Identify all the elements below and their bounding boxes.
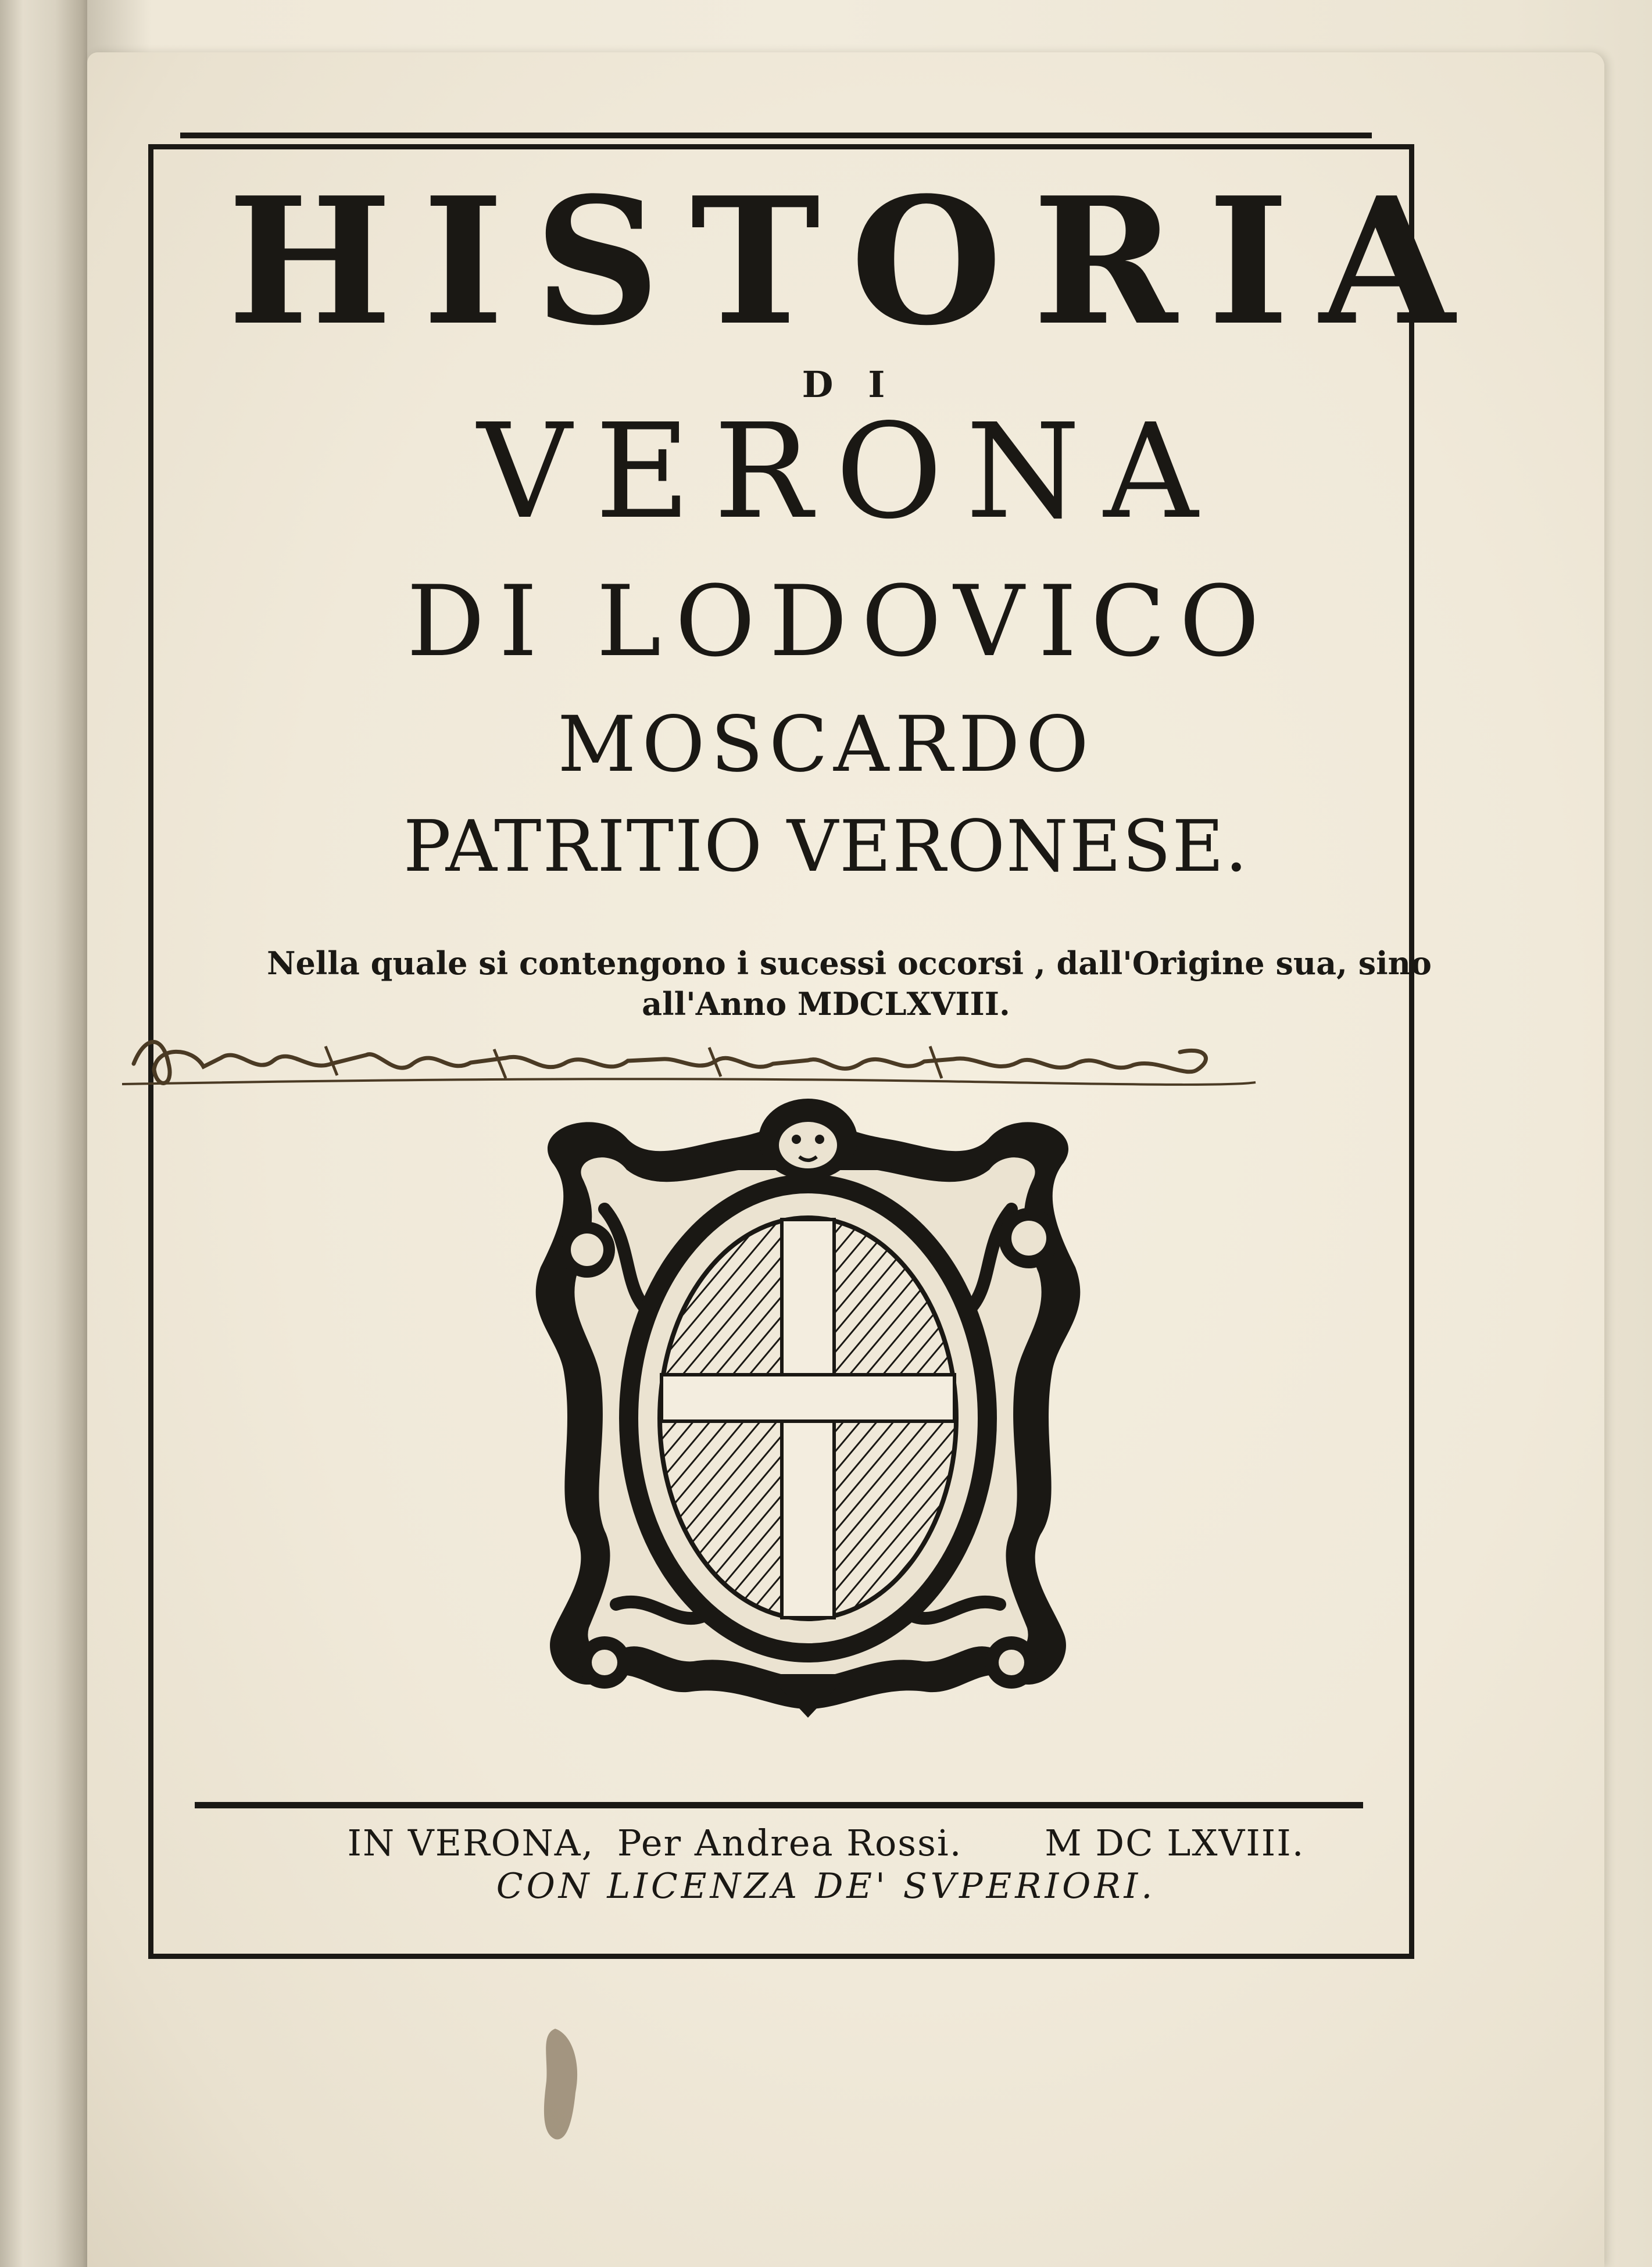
author-line-3: PATRITIO VERONESE.: [403, 805, 1249, 888]
imprint-rule: [195, 1802, 1363, 1808]
title-connector: DI: [802, 363, 920, 406]
author-line-1: DI LODOVICO: [406, 564, 1274, 678]
imprint-place: IN VERONA,: [347, 1822, 595, 1864]
book-city: VERONA: [477, 396, 1221, 548]
imprint-year: M DC LXVIII.: [1045, 1822, 1305, 1864]
coat-of-arms-cross-icon: [517, 1093, 1099, 1721]
imprint-line-2: CON LICENZA DE' SVPERIORI.: [496, 1866, 1156, 1907]
description-line-1: Nella quale si contengono i sucessi occorsi , dall'Origine sua, sino: [267, 945, 1432, 982]
description-line-2: all'Anno MDCLXVIII.: [642, 985, 1010, 1022]
author-line-2: MOSCARDO: [557, 700, 1095, 789]
top-rule: [180, 133, 1372, 138]
ink-stain: [532, 2023, 587, 2145]
imprint-printer: Per Andrea Rossi.: [617, 1822, 963, 1864]
handwritten-signature: [122, 1023, 1261, 1099]
imprint-line-1: [0, 1822, 1652, 1864]
book-title: HISTORIA: [227, 159, 1485, 364]
